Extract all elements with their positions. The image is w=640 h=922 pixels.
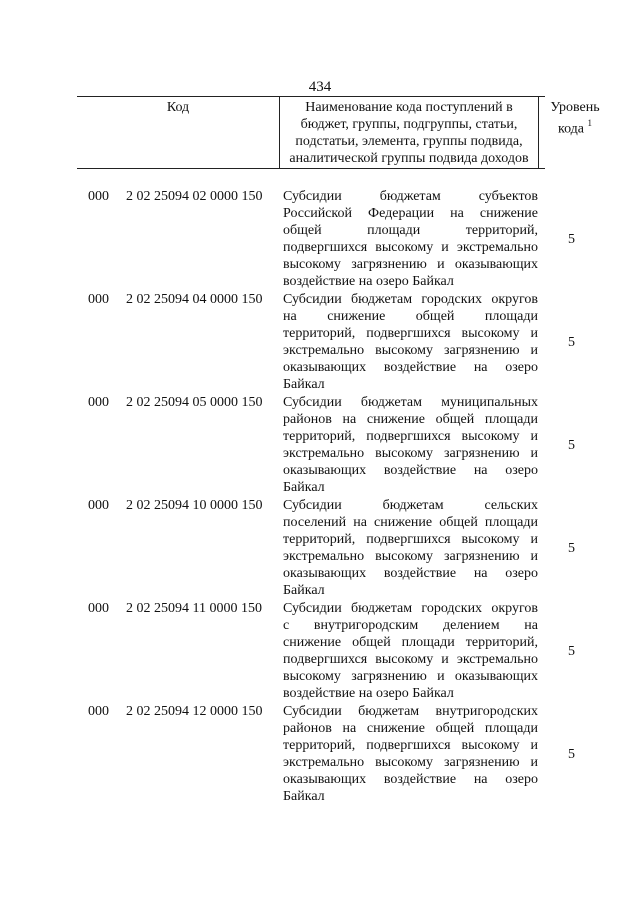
table-header (77, 96, 600, 169)
row-name-line: подвергшихся высокому и экстремально (283, 240, 538, 255)
header-name-line: Наименование кода поступлений в (305, 100, 513, 115)
row-name-line: поселений на снижение общей площади (283, 515, 538, 530)
row-name-line: воздействие на озеро Байкал (283, 274, 454, 289)
row-name-line: Байкал (283, 583, 325, 598)
row-name-line: Байкал (283, 480, 325, 495)
row-name-line: территорий, подвергшихся высокому и (283, 532, 538, 547)
row-name-line: Российской Федерации на снижение (283, 206, 538, 221)
row-name (283, 497, 538, 599)
row-name-line: высокому загрязнению и оказывающих (283, 669, 538, 684)
row-name-line: экстремально высокому загрязнению и (283, 343, 538, 358)
page-number: 434 (308, 79, 332, 95)
row-level: 5 (568, 335, 575, 350)
header-level-footnote: 1 (587, 118, 593, 128)
row-level: 5 (568, 438, 575, 453)
row-level: 5 (568, 541, 575, 556)
row-name-line: оказывающих воздействие на озеро (283, 772, 538, 787)
row-name-line: Субсидии бюджетам городских округов (283, 601, 538, 616)
row-admin-code: 000 (88, 704, 109, 719)
row-code: 2 02 25094 12 0000 150 (126, 704, 263, 719)
row-name-line: на снижение общей площади (283, 309, 538, 324)
row-level: 5 (568, 644, 575, 659)
row-code: 2 02 25094 04 0000 150 (126, 292, 263, 307)
row-name (283, 703, 538, 805)
row-name-line: подвергшихся высокому и экстремально (283, 652, 538, 667)
row-name-line: общей площади территорий, (283, 223, 538, 238)
row-admin-code: 000 (88, 395, 109, 410)
row-name-line: Субсидии бюджетам внутригородских (283, 704, 538, 719)
row-name-line: высокому загрязнению и оказывающих (283, 257, 538, 272)
header-level-word: кода (557, 121, 585, 137)
row-name-line: территорий, подвергшихся высокому и (283, 326, 538, 341)
row-name-line: экстремально высокому загрязнению и (283, 755, 538, 770)
row-name-line: с внутригородским делением на (283, 618, 538, 633)
row-admin-code: 000 (88, 292, 109, 307)
row-name-line: Субсидии бюджетам городских округов (283, 292, 538, 307)
row-name-line: Субсидии бюджетам муниципальных (283, 395, 538, 410)
row-level: 5 (568, 232, 575, 247)
row-name-line: Субсидии бюджетам субъектов (283, 189, 538, 204)
header-level-line: Уровень (550, 100, 600, 115)
row-name (283, 394, 538, 496)
row-name-line: Субсидии бюджетам сельских (283, 498, 538, 513)
row-name-line: снижение общей площади территорий, (283, 635, 538, 650)
row-code: 2 02 25094 11 0000 150 (126, 601, 262, 616)
row-name (283, 600, 538, 702)
row-name-line: экстремально высокому загрязнению и (283, 549, 538, 564)
header-name-line: подстатьи, элемента, группы подвида, (295, 134, 523, 149)
row-name-line: районов на снижение общей площади (283, 721, 538, 736)
row-code: 2 02 25094 02 0000 150 (126, 189, 263, 204)
row-name-line: оказывающих воздействие на озеро (283, 566, 538, 581)
row-level: 5 (568, 747, 575, 762)
row-name-line: территорий, подвергшихся высокому и (283, 738, 538, 753)
header-name (280, 99, 538, 167)
row-name (283, 188, 538, 290)
row-name-line: оказывающих воздействие на озеро (283, 360, 538, 375)
row-name-line: Байкал (283, 377, 325, 392)
header-level-line (539, 116, 611, 138)
row-admin-code: 000 (88, 498, 109, 513)
row-name-line: районов на снижение общей площади (283, 412, 538, 427)
row-admin-code: 000 (88, 601, 109, 616)
header-name-line: аналитической группы подвида доходов (289, 151, 529, 166)
row-name-line: воздействие на озеро Байкал (283, 686, 454, 701)
row-name-line: экстремально высокому загрязнению и (283, 446, 538, 461)
header-level (539, 99, 611, 138)
row-name-line: оказывающих воздействие на озеро (283, 463, 538, 478)
row-code: 2 02 25094 10 0000 150 (126, 498, 263, 513)
row-name (283, 291, 538, 393)
row-name-line: территорий, подвергшихся высокому и (283, 429, 538, 444)
header-code: Код (166, 100, 190, 115)
header-name-line: бюджет, группы, подгруппы, статьи, (300, 117, 518, 132)
row-name-line: Байкал (283, 789, 325, 804)
row-admin-code: 000 (88, 189, 109, 204)
row-code: 2 02 25094 05 0000 150 (126, 395, 263, 410)
